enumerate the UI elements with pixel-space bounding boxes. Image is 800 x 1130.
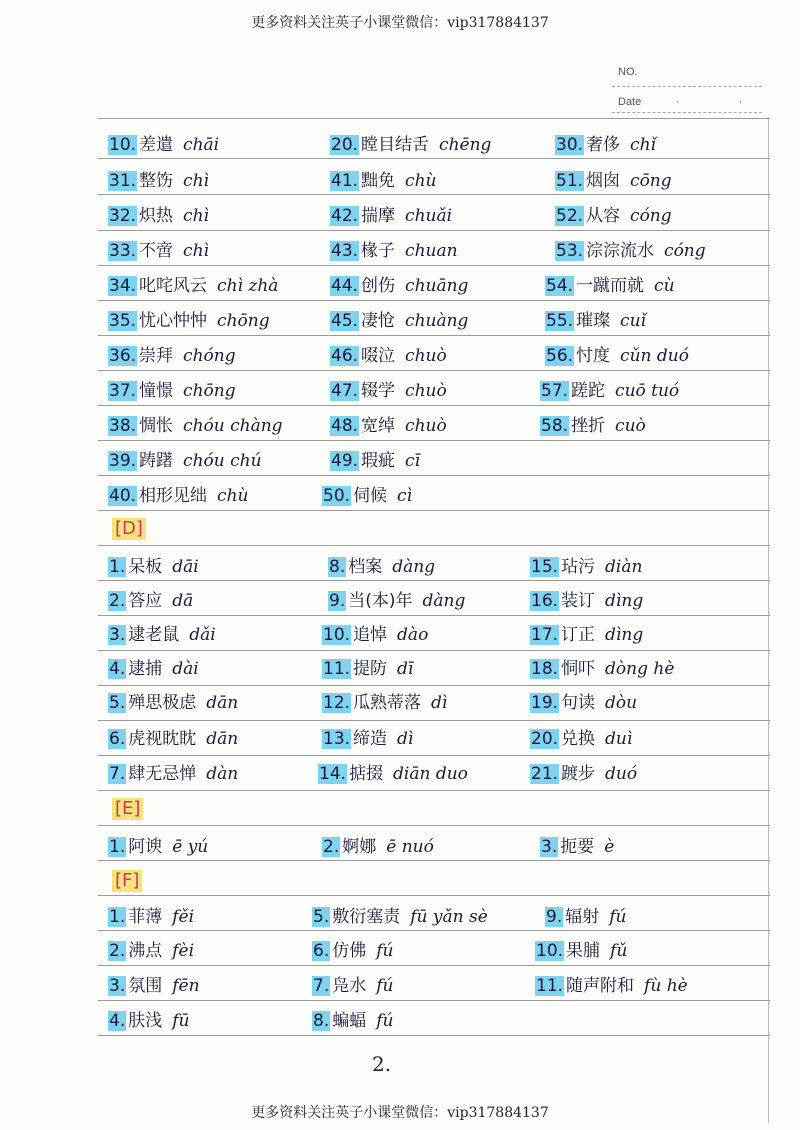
ruled-line xyxy=(98,755,770,756)
vocab-entry: 37. 憧憬 chōng xyxy=(109,381,236,401)
vocab-entry: 16. 装订 dìng xyxy=(531,591,644,611)
ruled-line xyxy=(98,405,770,406)
ruled-line xyxy=(98,685,770,686)
header-dashed-line xyxy=(612,112,762,113)
vocab-entry: 14. 掂掇 diān duo xyxy=(319,764,468,784)
date-dots: · · xyxy=(676,96,771,108)
vocab-entry: 57. 蹉跎 cuō tuó xyxy=(541,381,680,401)
ruled-line xyxy=(98,580,770,581)
vocab-entry: 20. 瞠目结舌 chēng xyxy=(331,135,492,155)
vocab-entry: 42. 揣摩 chuǎi xyxy=(331,206,453,226)
vocab-entry: 48. 宽绰 chuò xyxy=(331,416,447,436)
vocab-entry: 2. 婀娜 ē nuó xyxy=(323,837,434,857)
margin-line xyxy=(768,118,769,1123)
vocab-entry: 33. 不啻 chì xyxy=(109,241,209,261)
ruled-line xyxy=(98,300,770,301)
vocab-entry: 47. 辍学 chuò xyxy=(331,381,447,401)
vocab-entry: 10. 果脯 fǔ xyxy=(536,941,628,961)
ruled-line xyxy=(98,650,770,651)
vocab-entry: 30. 奢侈 chǐ xyxy=(556,135,656,155)
vocab-entry: 34. 叱咤风云 chì zhà xyxy=(109,276,279,296)
ruled-line xyxy=(98,895,770,896)
ruled-line xyxy=(98,440,770,441)
ruled-line xyxy=(98,545,770,546)
vocab-entry: 12. 瓜熟蒂落 dì xyxy=(323,693,448,713)
ruled-line xyxy=(98,265,770,266)
vocab-entry: 19. 句读 dòu xyxy=(531,693,638,713)
ruled-line xyxy=(98,194,770,195)
vocab-entry: 49. 瑕疵 cī xyxy=(331,451,421,471)
vocab-entry: 18. 恫吓 dòng hè xyxy=(531,659,675,679)
vocab-entry: 45. 凄怆 chuàng xyxy=(331,311,469,331)
ruled-line xyxy=(98,335,770,336)
vocab-entry: 1. 菲薄 fěi xyxy=(109,907,195,927)
vocab-entry: 20. 兑换 duì xyxy=(531,729,633,749)
vocab-entry: 13. 缔造 dì xyxy=(323,729,414,749)
section-heading-d: [D] xyxy=(112,518,146,540)
vocab-entry: 11. 提防 dī xyxy=(323,659,414,679)
ruled-line xyxy=(98,475,770,476)
vocab-entry: 10. 追悼 dào xyxy=(323,625,429,645)
header-dashed-line xyxy=(612,86,762,87)
vocab-entry: 6. 虎视眈眈 dān xyxy=(109,729,239,749)
top-watermark: 更多资料关注英子小课堂微信：vip317884137 xyxy=(251,15,549,31)
vocab-entry: 51. 烟囱 cōng xyxy=(556,171,672,191)
ruled-line xyxy=(98,158,770,159)
vocab-entry: 35. 忧心忡忡 chōng xyxy=(109,311,270,331)
ruled-line xyxy=(98,1035,770,1036)
vocab-entry: 2. 答应 dā xyxy=(109,591,194,611)
vocab-entry: 6. 仿佛 fú xyxy=(313,941,394,961)
vocab-entry: 32. 炽热 chì xyxy=(109,206,209,226)
vocab-entry: 50. 伺候 cì xyxy=(323,486,413,506)
ruled-line xyxy=(98,615,770,616)
section-heading-f: [F] xyxy=(112,870,142,892)
vocab-entry: 10. 差遣 chāi xyxy=(109,135,220,155)
vocab-entry: 9. 当(本)年 dàng xyxy=(329,591,466,611)
ruled-line xyxy=(98,510,770,511)
vocab-entry: 11. 随声附和 fù hè xyxy=(536,976,688,996)
vocab-entry: 2. 沸点 fèi xyxy=(109,941,195,961)
vocab-entry: 58. 挫折 cuò xyxy=(541,416,646,436)
vocab-entry: 38. 惆怅 chóu chàng xyxy=(109,416,283,436)
vocab-entry: 1. 阿谀 ē yú xyxy=(109,837,209,857)
vocab-entry: 46. 啜泣 chuò xyxy=(331,346,447,366)
vocab-entry: 3. 扼要 è xyxy=(541,837,615,857)
vocab-entry: 55. 璀璨 cuǐ xyxy=(546,311,646,331)
vocab-entry: 17. 订正 dìng xyxy=(531,625,644,645)
vocab-entry: 7. 肆无忌惮 dàn xyxy=(109,764,239,784)
vocab-entry: 53. 淙淙流水 cóng xyxy=(556,241,706,261)
date-label: Date xyxy=(618,96,642,108)
ruled-line xyxy=(98,230,770,231)
vocab-entry: 21. 踱步 duó xyxy=(531,764,638,784)
ruled-line xyxy=(98,118,770,119)
vocab-entry: 8. 档案 dàng xyxy=(329,557,436,577)
ruled-line xyxy=(98,1000,770,1001)
vocab-entry: 5. 敷衍塞责 fū yǎn sè xyxy=(313,907,488,927)
vocab-entry: 41. 黜免 chù xyxy=(331,171,437,191)
ruled-line xyxy=(98,825,770,826)
vocab-entry: 4. 肤浅 fū xyxy=(109,1011,190,1031)
bottom-watermark: 更多资料关注英子小课堂微信：vip317884137 xyxy=(251,1105,549,1121)
no-label: NO. xyxy=(618,66,638,78)
vocab-entry: 31. 整饬 chì xyxy=(109,171,209,191)
vocab-entry: 8. 蝙蝠 fú xyxy=(313,1011,394,1031)
vocab-entry: 54. 一蹴而就 cù xyxy=(546,276,675,296)
vocab-entry: 5. 殚思极虑 dān xyxy=(109,693,239,713)
vocab-entry: 44. 创伤 chuāng xyxy=(331,276,469,296)
vocab-entry: 43. 椽子 chuan xyxy=(331,241,458,261)
ruled-line xyxy=(98,965,770,966)
vocab-entry: 15. 玷污 diàn xyxy=(531,557,643,577)
vocab-entry: 56. 忖度 cǔn duó xyxy=(546,346,689,366)
vocab-entry: 40. 相形见绌 chù xyxy=(109,486,249,506)
vocab-entry: 3. 氛围 fēn xyxy=(109,976,200,996)
vocab-entry: 36. 崇拜 chóng xyxy=(109,346,236,366)
ruled-line xyxy=(98,930,770,931)
vocab-entry: 3. 逮老鼠 dǎi xyxy=(109,625,216,645)
ruled-line xyxy=(98,370,770,371)
vocab-entry: 4. 逮捕 dài xyxy=(109,659,199,679)
ruled-line xyxy=(98,860,770,861)
ruled-line xyxy=(98,720,770,721)
vocab-entry: 9. 辐射 fú xyxy=(546,907,627,927)
section-heading-e: [E] xyxy=(112,798,143,820)
page-number: 2. xyxy=(372,1052,392,1076)
ruled-line xyxy=(98,790,770,791)
vocab-entry: 39. 踌躇 chóu chú xyxy=(109,451,262,471)
vocab-entry: 52. 从容 cóng xyxy=(556,206,672,226)
vocab-entry: 7. 凫水 fú xyxy=(313,976,394,996)
vocab-entry: 1. 呆板 dāi xyxy=(109,557,199,577)
